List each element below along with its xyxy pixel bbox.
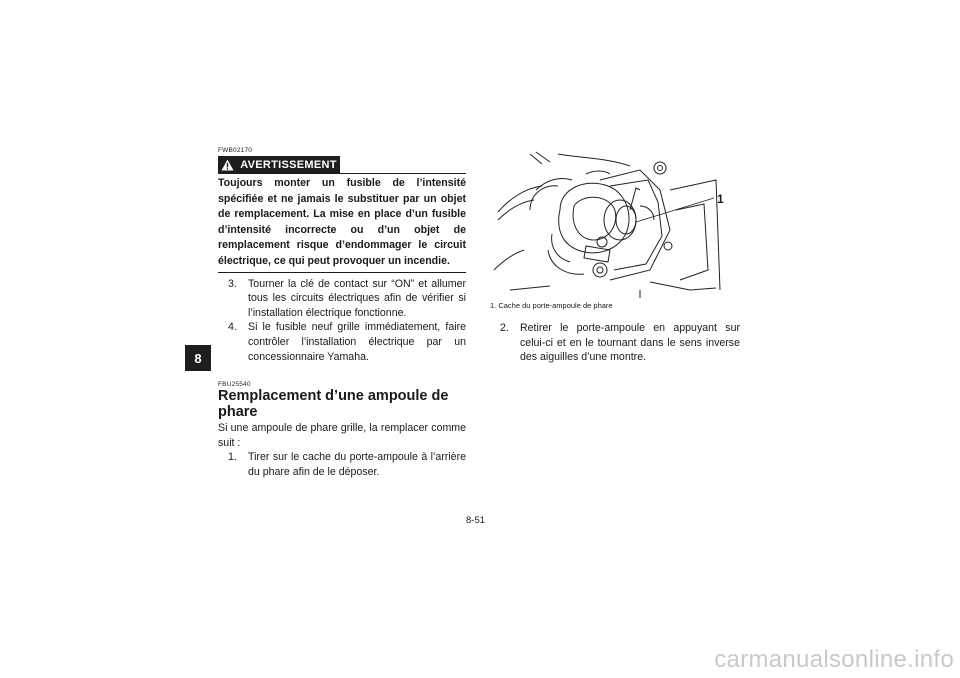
step-item — [228, 277, 466, 321]
steps-list-b — [228, 450, 466, 479]
step-text: Retirer le porte-ampoule en appuyant sur celui-ci et en le tournant dans le sens inverse des aiguilles d’une montre. — [520, 322, 740, 364]
step-text: Tirer sur le cache du porte-ampoule à l’arrière du phare afin de le déposer. — [248, 451, 466, 478]
warning-text: Toujours monter un fusible de l’intensité spécifiée et ne jamais le substituer par un objet de remplacement. La mise en place d’un fusible d’intensité incorrecte ou d’un objet de remplacement risque d’endommager le circuit électrique, ce qui peut provoquer un incendie. — [218, 176, 466, 273]
steps-list-c — [500, 321, 740, 365]
step-item — [500, 321, 740, 365]
step-number: 4. — [228, 321, 237, 334]
warning-code: FWB02170 — [218, 147, 253, 154]
step-number: 1. — [228, 451, 237, 464]
step-text: Tourner la clé de contact sur “ON” et allumer tous les circuits électriques afin de vérifier si l’installation électrique fonctionne. — [248, 277, 466, 319]
warning-triangle-icon — [221, 159, 234, 171]
chapter-tab: 8 — [185, 345, 211, 371]
callout-number: 1 — [717, 192, 724, 206]
section-intro: Si une ampoule de phare grille, la remplacer comme suit : — [218, 422, 466, 449]
step-text: Si le fusible neuf grille immédiatement, faire contrôler l’installation électrique par un concessionnaire Yamaha. — [248, 321, 466, 363]
warning-header — [218, 156, 340, 173]
headlight-illustration — [490, 150, 722, 298]
figure-caption: 1. Cache du porte-ampoule de phare — [490, 301, 613, 310]
watermark: carmanualsonline.info — [714, 646, 954, 673]
page-number: 8-51 — [466, 515, 486, 526]
warning-top-rule — [218, 173, 466, 174]
step-item — [228, 320, 466, 364]
step-number: 2. — [500, 322, 509, 334]
step-number: 3. — [228, 277, 237, 290]
headlight-figure — [490, 150, 740, 298]
section-code: FBU25540 — [218, 381, 251, 389]
step-item — [228, 450, 466, 479]
left-column — [218, 147, 466, 480]
warning-title: AVERTISSEMENT — [240, 158, 337, 171]
right-column — [490, 150, 740, 365]
section-title: Remplacement d’une ampoule de phare — [218, 388, 449, 421]
steps-list-a — [228, 277, 466, 365]
